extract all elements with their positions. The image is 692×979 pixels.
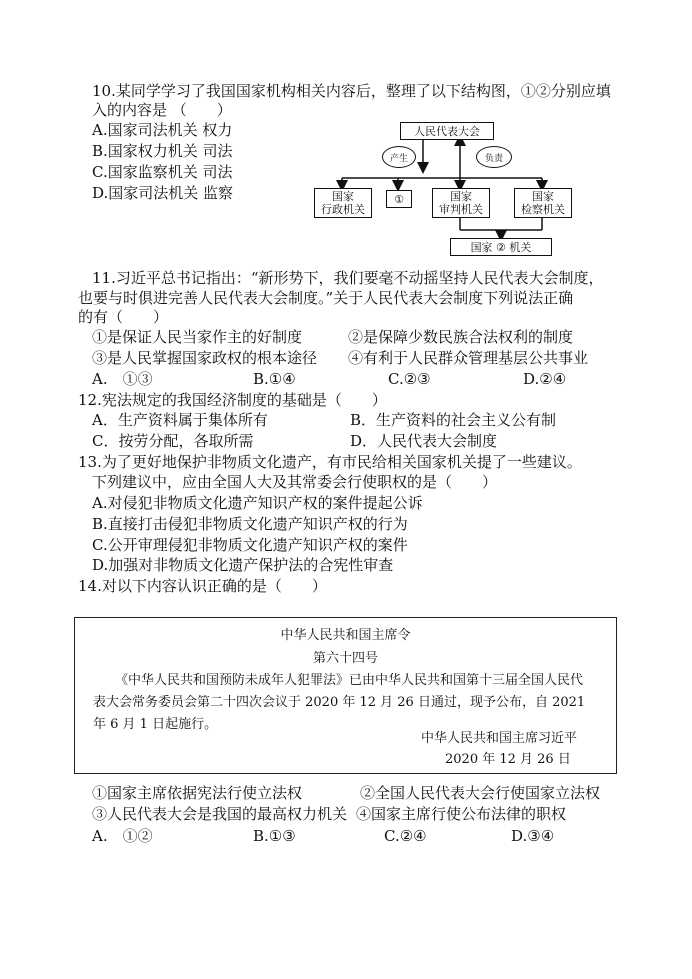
q14-choice-b: B.①③ (253, 827, 296, 845)
q11-choice-d: D.②④ (523, 370, 567, 388)
q14-item-2: ②全国人民代表大会行使国家立法权 (360, 784, 601, 802)
diagram-admin-line1: 国家 (332, 190, 354, 203)
q13-option-a: A.对侵犯非物质文化遗产知识产权的案件提起公诉 (92, 494, 423, 512)
diagram-judicial-line1: 国家 (450, 190, 472, 203)
q14-stem: 14.对以下内容认识正确的是（ ） (78, 577, 327, 595)
q11-choice-c: C.②③ (388, 370, 431, 388)
diagram-procuratorate-line1: 国家 (532, 190, 554, 203)
q13-stem-line2: 下列建议中，应由全国人大及其常委会行使职权的是（ ） (92, 473, 498, 491)
decree-title: 中华人民共和国主席令 (280, 628, 411, 643)
q13-option-c: C.公开审理侵犯非物质文化遗产知识产权的案件 (92, 536, 408, 554)
q14-choice-d: D.③④ (511, 827, 555, 845)
q13-option-b: B.直接打击侵犯非物质文化遗产知识产权的行为 (92, 515, 408, 533)
q14-item-4: ④国家主席行使公布法律的职权 (356, 805, 567, 823)
q12-choice-c: C．按劳分配，各取所需 (92, 432, 254, 450)
diagram-npc-box: 人民代表大会 (400, 122, 494, 140)
diagram-procuratorate-line2: 检察机关 (521, 203, 565, 216)
decree-number: 第六十四号 (312, 651, 378, 666)
diagram-responsible-oval: 负责 (476, 146, 512, 168)
diagram-procuratorate-box (514, 188, 572, 218)
q10-stem-line2: 入的内容是 （ ） (92, 101, 232, 119)
presidential-decree-box (74, 617, 617, 774)
diagram-blank1-box: ① (386, 190, 412, 208)
q14-item-3: ③人民代表大会是我国的最高权力机关 (92, 805, 348, 823)
decree-body-line1: 《中华人民共和国预防未成年人犯罪法》已由中华人民共和国第十三届全国人民代 (115, 673, 584, 688)
q12-choice-b: B．生产资料的社会主义公有制 (350, 411, 557, 429)
diagram-admin-line2: 行政机关 (321, 203, 365, 216)
q11-item-2: ②是保障少数民族合法权利的制度 (348, 328, 574, 346)
diagram-produce-oval: 产生 (382, 146, 416, 168)
q11-choice-a: A. ①③ (92, 370, 153, 388)
q12-choice-a: A．生产资料属于集体所有 (92, 411, 268, 429)
q11-item-1: ①是保证人民当家作主的好制度 (92, 328, 303, 346)
q11-stem-line1: 11.习近平总书记指出：“新形势下，我们要毫不动摇坚持人民代表大会制度， (92, 269, 604, 287)
q13-option-d: D.加强对非物质文化遗产保护法的合宪性审查 (92, 556, 394, 574)
q13-stem-line1: 13.为了更好地保护非物质文化遗产，有市民给相关国家机关提了一些建议。 (78, 453, 582, 471)
diagram-judicial-line2: 审判机关 (439, 203, 483, 216)
q10-option-c: C.国家监察机关 司法 (92, 163, 233, 181)
q10-stem-line1: 10.某同学学习了我国国家机构相关内容后，整理了以下结构图，①②分别应填 (92, 82, 611, 100)
decree-date: 2020 年 12 月 26 日 (445, 752, 571, 767)
decree-body-line3: 年 6 月 1 日起施行。 (93, 717, 218, 732)
q14-item-1: ①国家主席依据宪法行使立法权 (92, 784, 303, 802)
q10-option-a: A.国家司法机关 权力 (92, 121, 233, 139)
q10-option-d: D.国家司法机关 监察 (92, 184, 234, 202)
q10-option-b: B.国家权力机关 司法 (92, 142, 233, 160)
q12-choice-d: D．人民代表大会制度 (350, 432, 498, 450)
state-structure-diagram (300, 118, 565, 260)
diagram-judicial-box (432, 188, 490, 218)
q11-item-3: ③是人民掌握国家政权的根本途径 (92, 349, 318, 367)
q11-stem-line3: 的有（ ） (78, 308, 169, 326)
q11-choice-b: B.①④ (253, 370, 296, 388)
diagram-admin-box (314, 188, 372, 218)
q14-choice-c: C.②④ (384, 827, 427, 845)
decree-body-line2: 表大会常务委员会第二十四次会议于 2020 年 12 月 26 日通过，现予公布，自 2021 (93, 695, 586, 710)
q12-stem: 12.宪法规定的我国经济制度的基础是（ ） (78, 391, 387, 409)
diagram-blank2-box: 国家 ② 机关 (450, 238, 552, 256)
q11-stem-line2: 也要与时俱进完善人民代表大会制度。”关于人民代表大会制度下列说法正确 (78, 289, 574, 307)
q11-item-4: ④有利于人民群众管理基层公共事业 (348, 349, 589, 367)
q14-choice-a: A. ①② (92, 827, 153, 845)
decree-signer: 中华人民共和国主席习近平 (421, 731, 578, 746)
